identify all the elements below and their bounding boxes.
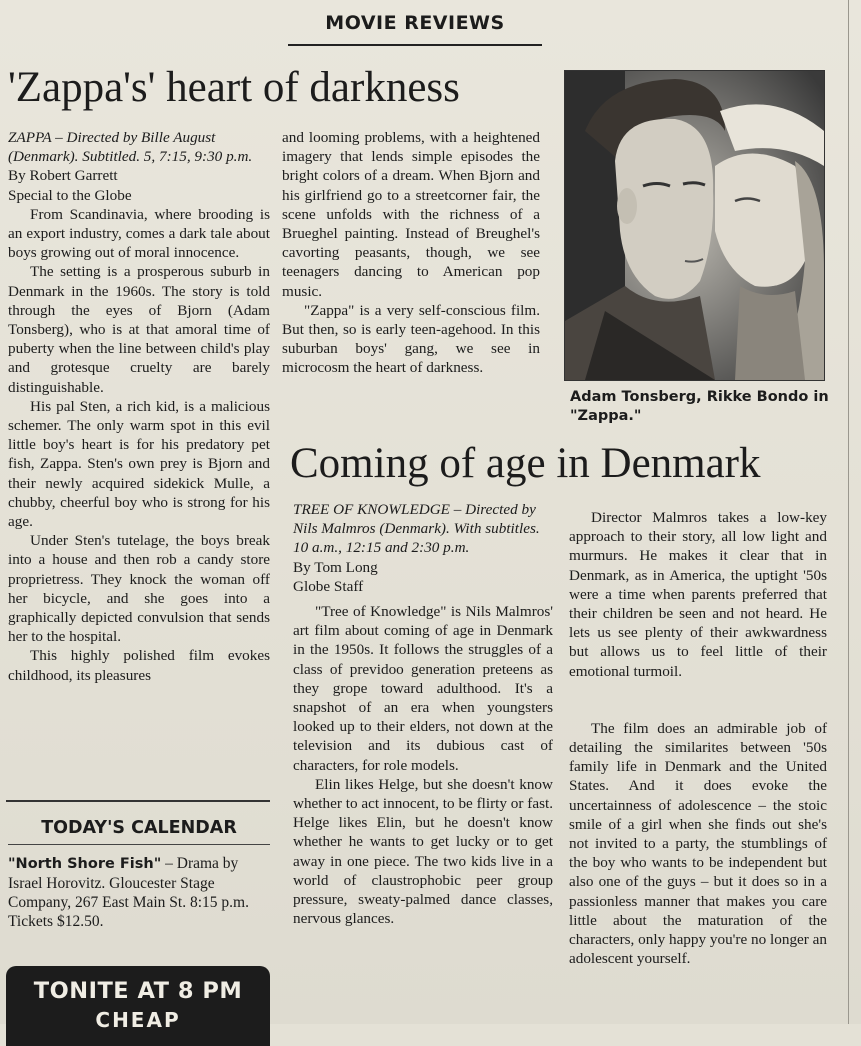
review1-paragraph: "Zappa" is a very self-conscious film. But then, so is early teen-agehood. In this suburban boys' gang, we see in microcosm the heart of darkness. (282, 301, 540, 377)
review1-paragraph: This highly polished film evokes childhood, its pleasures (8, 647, 270, 684)
review1-paragraph: The setting is a prosperous suburb in Denmark in the 1960s. The story is told through the eyes of Bjorn (Adam Tonsberg), who is at that amoral time of puberty when the line between child's play and grotesque cruelty are barely distinguishable. (8, 263, 270, 396)
review2-headline: Coming of age in Denmark (290, 440, 761, 487)
review1-headline: 'Zappa's' heart of darkness (8, 64, 460, 111)
review1-credits: ZAPPA – Directed by Bille August (Denmark). Subtitled. 5, 7:15, 9:30 p.m. (8, 129, 253, 166)
review1-byline-role: Special to the Globe (8, 186, 132, 204)
review2-paragraph: Director Malmros takes a low-key approach to their story, all low light and murmurs. He makes it clear that in Denmark, as in America, the uptight '50s were a time when parents preferred that their children be seen and not heard. He lets us see plenty of their awkwardness but allows us to feel little of their emotional turmoil. (569, 509, 827, 680)
review1-paragraph: Under Sten's tutelage, the boys break into a house and then rob a candy store proprietress. They knock the woman off her bicycle, and she goes into a graphically depicted convulsion that sends her to the hospital. (8, 532, 270, 646)
review1-paragraph: His pal Sten, a rich kid, is a malicious schemer. The only warm spot in this evil little boy's heart is for his predatory pet fish, Zappa. Sten's own prey is Bjorn and their newly acquired sidekick Mulle, a chubby, cheerful boy who is strong for his age. (8, 397, 270, 531)
calendar-show-title: "North Shore Fish" (8, 856, 162, 872)
review1-column-2 (282, 128, 540, 378)
review2-column-2 (569, 508, 827, 968)
calendar-top-rule (6, 800, 270, 802)
page-edge-rule (848, 0, 849, 1024)
film-still-photo (564, 70, 825, 381)
review2-paragraph: The film does an admirable job of detailing the similarites between '50s family life in Denmark and the United States. And it does evoke the uncertainness of adolescence – the stoic smile of a girl when she finds out she's not invited to a party, the stumblings of the boy who wants to be independent but also one of the guys – but it does so in a passionless manner that makes you care little about the maturation of the characters, only happy you're no longer an adolescent yourself. (569, 719, 827, 968)
review2-credits: TREE OF KNOWLEDGE – Directed by Nils Malmros (Denmark). With subtitles. 10 a.m., 12:15 and 2:30 p.m. (293, 501, 540, 557)
photo-caption: Adam Tonsberg, Rikke Bondo in "Zappa." (570, 389, 829, 424)
review2-byline: By Tom Long (293, 558, 378, 576)
review2-paragraph: Elin likes Helge, but she doesn't know whether to act innocent, to be flirty or fast. Helge likes Elin, but he doesn't know whether he wants to get lucky or to get away in one piece. The two kids live in a world of claustrophobic peer group pressure, sweaty-palmed dance classes, nervous glances. (293, 775, 553, 928)
calendar-entry (8, 854, 270, 931)
review1-paragraph: From Scandinavia, where brooding is an export industry, comes a dark tale about boys growing out of moral innocence. (8, 205, 270, 262)
tonite-ad (6, 966, 270, 1046)
ad-line-1: TONITE AT 8 PM (33, 978, 243, 1004)
review2-byline-role: Globe Staff (293, 577, 364, 595)
review1-paragraph: and looming problems, with a heightened imagery that lends simple episodes the bright colors of a dream. When Bjorn and his girlfriend go to a streetcorner fair, the scene unfolds with the richness of a Brueghel painting. Instead of Breughel's cavorting peasants, though, we see teenagers dancing to American pop music. (282, 129, 540, 300)
review1-column-1 (8, 128, 270, 685)
review2-column-1 (293, 500, 553, 928)
review2-paragraph: "Tree of Knowledge" is Nils Malmros' art film about coming of age in Denmark in the 1950s. It follows the struggles of a class of previdoo generation preteens as they grope toward adulthood. It's a snapshot of an era when youngsters looked up to their elders, not down at the television and its dubious cast of characters, for role models. (293, 603, 553, 774)
review1-byline: By Robert Garrett (8, 167, 118, 185)
calendar-title: TODAY'S CALENDAR (8, 818, 270, 845)
section-title: MOVIE REVIEWS (288, 12, 542, 46)
calendar-show-details: – Drama by Israel Horovitz. Gloucester Stage Company, 267 East Main St. 8:15 p.m. Tickets $12.50. (8, 855, 249, 930)
ad-line-2: CHEAP (95, 1008, 181, 1032)
